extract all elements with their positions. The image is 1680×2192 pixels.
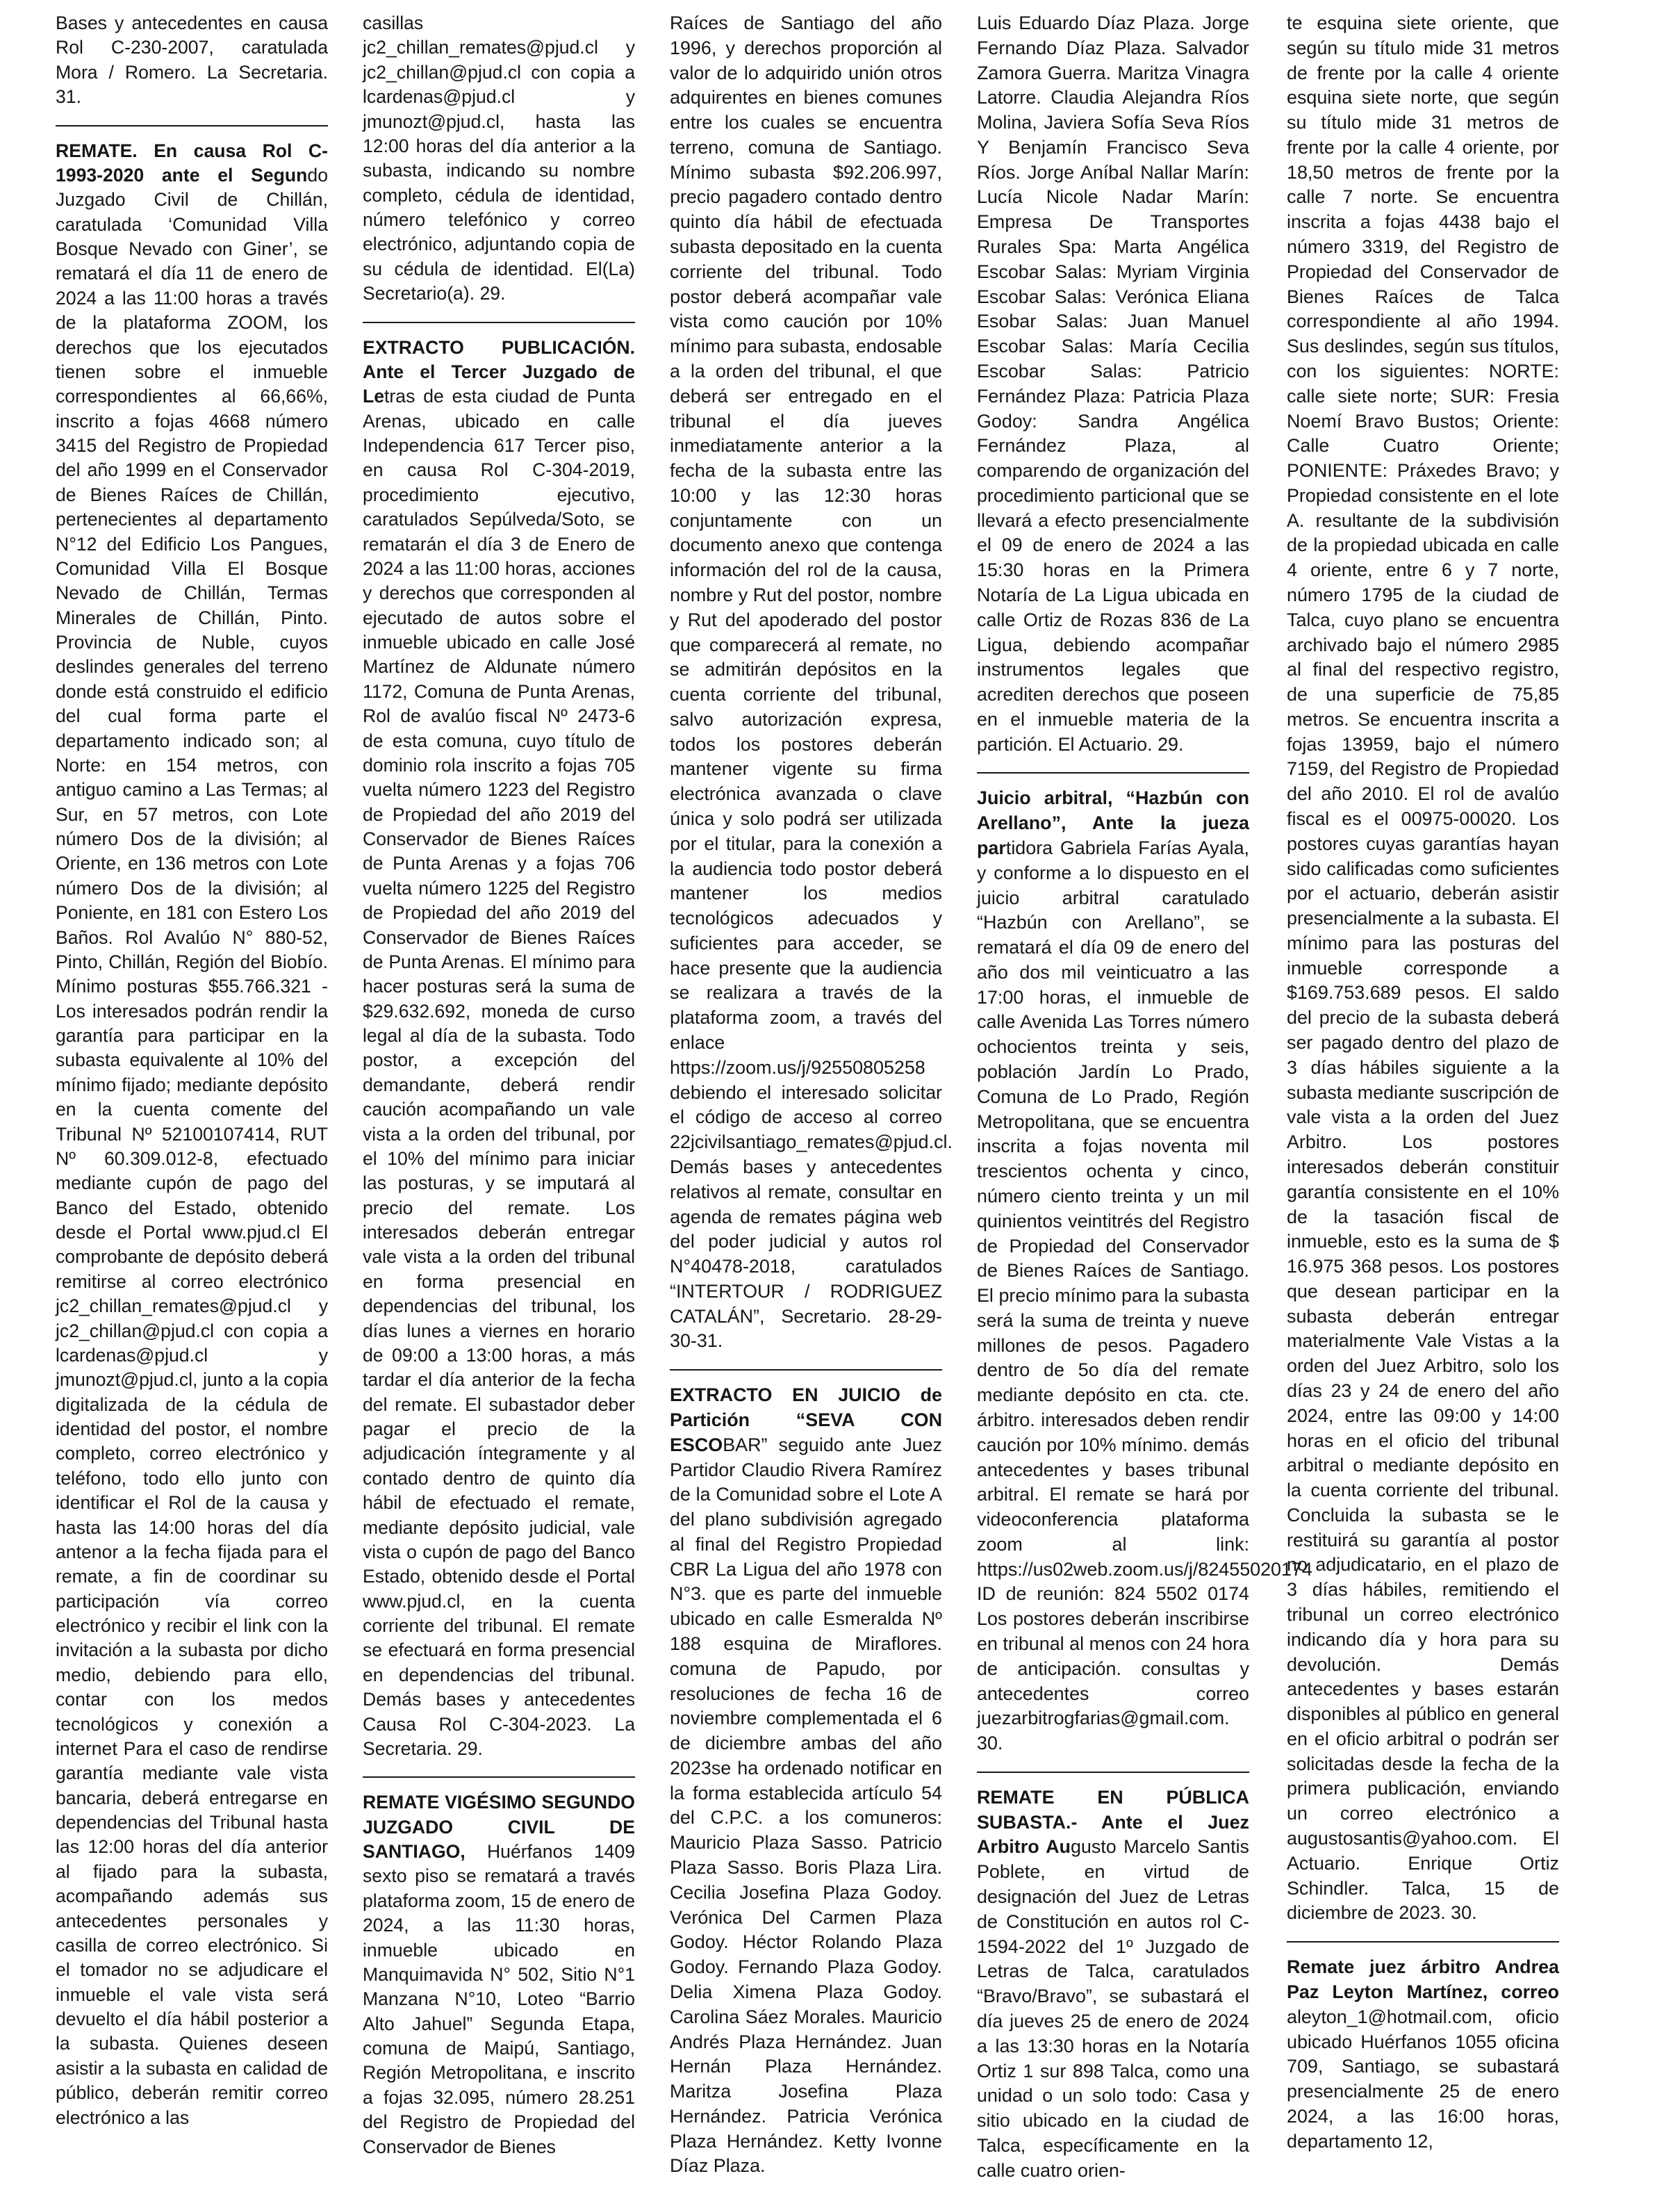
notice-extracto-punta-arenas xyxy=(363,336,635,1762)
notice-heading: Remate juez árbitro Andrea Paz Leyton Martínez, correo xyxy=(1287,1956,1559,2002)
notice-heading: Juicio arbitral, “Hazbún con Arellano”, Ante la jueza par xyxy=(977,787,1249,858)
notice-continued xyxy=(977,11,1249,757)
notice-remate-santiago xyxy=(363,1790,635,2159)
notice-divider xyxy=(1287,1941,1559,1942)
column-3 xyxy=(670,11,953,2179)
notice-heading: REMATE EN PÚBLICA SUBASTA.- Ante el Juez Arbitro Au xyxy=(977,1786,1249,1858)
notice-continued xyxy=(56,11,328,110)
notice-divider xyxy=(363,322,635,323)
column-2 xyxy=(363,11,635,2159)
notice-particion-seva xyxy=(670,1383,942,2179)
notice-divider xyxy=(363,1776,635,1778)
notice-text: tidora Gabriela Farías Ayala, y conforme a lo dispuesto en el juicio arbitral caratulado “Hazbún con Arellano”, se rematará el día 09 de enero del año dos mil veinticuatro a las 17:00 horas, el inmueble de calle Avenida Las Torres número ochocientos treinta y seis, población Jardín Lo Prado, Comuna de Lo Prado, Región Metropolitana, que se encuentra inscrita a fojas noventa mil trescientos ochenta y cinco, número ciento treinta y un mil quinientos veintitrés del Registro de Propiedad del Conservador de Bienes Raíces de Santiago. El precio mínimo para la subasta será la suma de treinta y nueve millones de pesos. Pagadero dentro de 5o día del remate mediante depósito en cta. cte. árbitro. interesados deben rendir caución por 10% mínimo. demás antecedentes y bases tribunal arbitral. El remate se hará por videoconferencia plataforma zoom al link: https://us02web.zoom.us/j/82455020174 ID de reunión: 824 5502 0174 Los postores deberán inscribirse en tribunal al menos con 24 hora de anticipación. consultas y antecedentes correo juezarbitrogfarias@gmail.com. 30. xyxy=(977,837,1312,1754)
notice-continued xyxy=(363,11,635,306)
notice-text: Luis Eduardo Díaz Plaza. Jorge Fernando Díaz Plaza. Salvador Zamora Guerra. Maritza Vinagra Latorre. Claudia Alejandra Ríos Molina, Javiera Sofía Seva Ríos Y Benjamín Francisco Seva Ríos. Jorge Aníbal Nallar Marín: Lucía Nicole Nadar Marín: Empresa De Transportes Rurales Spa: Marta Angélica Escobar Salas: Myriam Virginia Escobar Salas: Verónica Eliana Esobar Salas: Juan Manuel Escobar Salas: María Cecilia Escobar Salas: Patricio Fernández Plaza: Patricia Plaza Godoy: Sandra Angélica Fernández Plaza, al comparendo de organización del procedimiento particional que se llevará a efecto presencialmente el 09 de enero de 2024 a las 15:30 horas en la Primera Notaría de La Ligua ubicada en calle Ortiz de Rozas 836 de La Ligua, debiendo acompañar instrumentos legales que acrediten derechos que poseen en el inmueble materia de la partición. El Actuario. 29. xyxy=(977,13,1249,755)
notice-text: Bases y antecedentes en causa Rol C-230-2007, caratulada Mora / Romero. La Secretaria. 31. xyxy=(56,13,328,108)
notice-remate-chillan xyxy=(56,139,328,2130)
notice-divider xyxy=(977,1772,1249,1773)
notice-text: aleyton_1@hotmail.com, oficio ubicado Huérfanos 1055 oficina 709, Santiago, se subastará presencialmente 25 de enero 2024, a las 16:00 horas, departamento 12, xyxy=(1287,2006,1559,2152)
notice-text: tras de esta ciudad de Punta Arenas, ubicado en calle Independencia 617 Tercer piso, en causa Rol C-304-2019, procedimiento ejecutivo, caratulados Sepúlveda/Soto, se rematarán el día 3 de Enero de 2024 a las 11:00 horas, acciones y derechos que corresponden al ejecutado de autos sobre el inmueble ubicado en calle José Martínez de Aldunate número 1172, Comuna de Punta Arenas, Rol de avalúo fiscal Nº 2473-6 de esta comuna, cuyo título de dominio rola inscrito a fojas 705 vuelta número 1223 del Registro de Propiedad del año 2019 del Conservador de Bienes Raíces de Punta Arenas y a fojas 706 vuelta número 1225 del Registro de Propiedad del año 2019 del Conservador de Bienes Raíces de Punta Arenas. El mínimo para hacer posturas será la suma de $29.632.692, moneda de curso legal al día de la subasta. Todo postor, a excepción del demandante, deberá rendir caución acompañando un vale vista a la orden del tribunal, por el 10% del mínimo para iniciar las posturas, y se imputará al precio del remate. Los interesados deberán entregar vale vista a la orden del tribunal en forma presencial en dependencias del tribunal, los días lunes a viernes en horario de 09:00 a 13:00 horas, a más tardar el día anterior de la fecha del remate. El subastador deber pagar el precio de la adjudicación íntegramente y al contado dentro de quinto día hábil de efectuado el remate, mediante depósito judicial, vale vista o cupón de pago del Banco Estado, obtenido desde el Portal www.pjud.cl, en la cuenta corriente del tribunal. El remate se efectuará en forma presencial en dependencias del tribunal. Demás bases y antecedentes Causa Rol C-304-2023. La Secretaria. 29. xyxy=(363,386,635,1759)
notice-text: gusto Marcelo Santis Poblete, en virtud de designación del Juez de Letras de Constitución en autos rol C-1594-2022 del 1º Juzgado de Letras de Talca, caratulados “Bravo/Bravo”, se subastará el día jueves 25 de enero de 2024 a las 13:30 horas en la Notaría Ortiz 1 sur 898 Talca, como una unidad o un solo todo: Casa y sitio ubicado en la ciudad de Talca, específicamente en la calle cuatro orien- xyxy=(977,1836,1249,2181)
notice-text: do Juzgado Civil de Chillán, caratulada ‘Comunidad Villa Bosque Nevado con Giner’, se rematará el día 11 de enero de 2024 a las 11:00 horas a través de la plataforma ZOOM, los derechos que los ejecutados tienen sobre el inmueble correspondientes al 66,66%, inscrito a fojas 4668 número 3415 del Registro de Propiedad del año 1999 en el Conservador de Bienes Raíces de Chillán, pertenecientes al departamento N°12 del Edificio Los Pangues, Comunidad Villa El Bosque Nevado de Chillán, Termas Minerales de Chillán, Pinto. Provincia de Nuble, cuyos deslindes generales del terreno donde está construido el edificio del cual forma parte el departamento indicado son; al Norte: en 154 metros, con antiguo camino a Las Termas; al Sur, en 57 metros, con Lote número Dos de la división; al Oriente, en 136 metros con Lote número Dos de la división; al Poniente, en 181 con Estero Los Baños. Rol Avalúo N° 880-52, Pinto, Chillán, Región del Biobío. Mínimo posturas $55.766.321 - Los interesados podrán rendir la garantía para participar en la subasta equivalente al 10% del mínimo fijado; mediante depósito en la cuenta comente del Tribunal Nº 52100107414, RUT Nº 60.309.012-8, efectuado mediante cupón de pago del Banco del Estado, obtenido desde el Portal www.pjud.cl El comprobante de depósito deberá remitirse al correo electrónico jc2_chillan_remates@pjud.cl y jc2_chillan@pjud.cl con copia a lcardenas@pjud.cl y jmunozt@pjud.cl, junto a la copia digitalizada de la cédula de identidad del postor, el nombre completo, correo electrónico y teléfono, todo ello junto con identificar el Rol de la causa y hasta las 14:00 horas del día antenor a la fecha fijada para el remate, a fin de coordinar su participación vía correo electrónico y recibir el link con la invitación a la subasta por dicho medio, debiendo para ello, contar con los medos tecnológicos y conexión a internet Para el caso de rendirse garantía mediante vale vista bancaria, deberá entregarse en dependencias del Tribunal hasta las 12:00 horas del día anterior al fijado para la subasta, acompañando además sus antecedentes personales y casilla de correo electrónico. Si el tomador no se adjudicare el inmueble el vale vista será devuelto el día hábil posterior a la subasta. Quienes deseen asistir a la subasta en calidad de público, deberán remitir correo electrónico a las xyxy=(56,164,328,2128)
notice-remate-leyton xyxy=(1287,1955,1559,2154)
notice-text: casillas jc2_chillan_remates@pjud.cl y jc2_chillan@pjud.cl con copia a lcardenas@pjud.cl y jmunozt@pjud.cl, hasta las 12:00 horas del día anterior a la subasta, indicando su nombre completo, cédula de identidad, número telefónico y correo electrónico, adjuntando copia de su cédula de identidad. El(La) Secretario(a). 29. xyxy=(363,13,635,304)
notice-heading: EXTRACTO PUBLICACIÓN. Ante el Tercer Juzgado de Le xyxy=(363,336,635,407)
notice-heading: REMATE VIGÉSIMO SEGUNDO JUZGADO CIVIL DE SANTIAGO, xyxy=(363,1792,635,1862)
notice-continued xyxy=(670,11,953,1354)
notice-remate-talca xyxy=(977,1785,1249,2184)
notice-heading: REMATE. En causa Rol C-1993-2020 ante el Segun xyxy=(56,140,328,186)
notice-text: Huérfanos 1409 sexto piso se rematará a través plataforma zoom, 15 de enero de 2024, a las 11:30 horas, inmueble ubicado en Manquimavida N° 502, Sitio N°1 Manzana N°10, Loteo “Barrio Alto Jahuel” Segunda Etapa, comuna de Maipú, Santiago, Región Metropolitana, e inscrito a fojas 32.095, número 28.251 del Registro de Propiedad del Conservador de Bienes xyxy=(363,1841,635,2157)
notice-heading: EXTRACTO EN JUICIO de Partición “SEVA CON ESCO xyxy=(670,1384,942,1455)
column-5 xyxy=(1287,11,1559,2154)
notice-continued xyxy=(1287,11,1559,1926)
notice-divider xyxy=(670,1369,942,1371)
column-1 xyxy=(56,11,328,2130)
notice-juicio-arbitral xyxy=(977,786,1312,1756)
notice-divider xyxy=(977,772,1249,774)
notice-text: te esquina siete oriente, que según su título mide 31 metros de frente por la calle 4 oriente esquina siete norte, que según su título mide 31 metros de frente por la calle 4 oriente, por 18,50 metros de frente por la calle 7 norte. Se encuentra inscrita a fojas 4438 bajo el número 3319, del Registro de Propiedad del Conservador de Bienes Raíces de Talca correspondiente al año 1994. Sus deslindes, según sus títulos, con los siguientes: NORTE: calle siete norte; SUR: Fresia Noemí Bravo Bustos; Oriente: Calle Cuatro Oriente; PONIENTE: Práxedes Bravo; y Propiedad consistente en el lote A. resultante de la subdivisión de la propiedad ubicada en calle 4 oriente, entre 6 y 7 norte, número 1795 de la ciudad de Talca, cuyo plano se encuentra archivado bajo el número 2985 al final del respectivo registro, de una superficie de 75,85 metros. Se encuentra inscrita a fojas 13959, bajo el número 7159, del Registro de Propiedad del año 2010. El rol de avalúo fiscal es el 00975-00020. Los postores cuyas garantías hayan sido calificadas como suficientes por el actuario, deberán asistir presencialmente a la subasta. El mínimo para las posturas del inmueble corresponde a $169.753.689 pesos. El saldo del precio de la subasta deberá ser pagado dentro del plazo de 3 días hábiles siguiente a la subasta mediante suscripción de vale vista a la orden del Juez Arbitro. Los postores interesados deberán constituir garantía consistente en el 10% de la tasación fiscal de inmueble, esto es la suma de $ 16.975 368 pesos. Los postores que desean participar en la subasta deberán entregar materialmente Vale Vistas a la orden del Juez Arbitro, solo los días 23 y 24 de enero del año 2024, entre las 09:00 y 14:00 horas en el oficio del tribunal arbitral o mediante depósito en la cuenta corriente del tribunal. Concluida la subasta se le restituirá su garantía al postor no adjudicatario, en el plazo de 3 días hábiles, remitiendo el tribunal un correo electrónico indicando día y hora para su devolución. Demás antecedentes y bases estarán disponibles al público en general en el oficio arbitral o podrán ser solicitadas desde la fecha de la primera publicación, enviando un correo electrónico a augustosantis@yahoo.com. El Actuario. Enrique Ortiz Schindler. Talca, 15 de diciembre de 2023. 30. xyxy=(1287,13,1559,1924)
notice-text: BAR” seguido ante Juez Partidor Claudio Rivera Ramírez de la Comunidad sobre el Lote A del plano subdivisión agregado al final del Registro Propiedad CBR La Ligua del año 1978 con N°3. que es parte del inmueble ubicado en calle Esmeralda Nº 188 esquina de Miraflores. comuna de Papudo, por resoluciones de fecha 16 de noviembre complementada el 6 de diciembre ambas del año 2023se ha ordenado notificar en la forma establecida artículo 54 del C.P.C. a los comuneros: Mauricio Plaza Sasso. Patricio Plaza Sasso. Boris Plaza Lira. Cecilia Josefina Plaza Godoy. Verónica Del Carmen Plaza Godoy. Héctor Rolando Plaza Godoy. Fernando Plaza Godoy. Delia Ximena Plaza Godoy. Carolina Sáez Morales. Mauricio Andrés Plaza Hernández. Juan Hernán Plaza Hernández. Maritza Josefina Plaza Hernández. Patricia Verónica Plaza Hernández. Ketty Ivonne Díaz Plaza. xyxy=(670,1434,942,2177)
column-4 xyxy=(977,11,1312,2183)
notice-divider xyxy=(56,125,328,126)
notice-text: Raíces de Santiago del año 1996, y derechos proporción al valor de lo adquirido unión otros adquirentes en bienes comunes entre los cuales se encuentra terreno, comuna de Santiago. Mínimo subasta $92.206.997, precio pagadero contado dentro quinto día hábil de efectuada subasta depositado en la cuenta corriente del tribunal. Todo postor deberá acompañar vale vista como caución por 10% mínimo para subasta, endosable a la orden del tribunal, el que deberá ser entregado en el tribunal el día jueves inmediatamente anterior a la fecha de la subasta entre las 10:00 y las 12:30 horas conjuntamente con un documento anexo que contenga información del rol de la causa, nombre y Rut del postor, nombre y Rut del apoderado del postor que comparecerá al remate, no se admitirán depósitos en la cuenta corriente del tribunal, salvo autorización expresa, todos los postores deberán mantener vigente su firma electrónica avanzada o clave única y solo podrá ser utilizada por el titular, para la conexión a la audiencia todo postor deberá mantener los medios tecnológicos adecuados y suficientes para acceder, se hace presente que la audiencia se realizara a través de la plataforma zoom, a través del enlace https://zoom.us/j/92550805258 debiendo el interesado solicitar el código de acceso al correo 22jcivilsantiago_remates@pjud.cl. Demás bases y antecedentes relativos al remate, consultar en agenda de remates página web del poder judicial y autos rol N°40478-2018, caratulados “INTERTOUR / RODRIGUEZ CATALÁN”, Secretario. 28-29-30-31. xyxy=(670,13,953,1352)
